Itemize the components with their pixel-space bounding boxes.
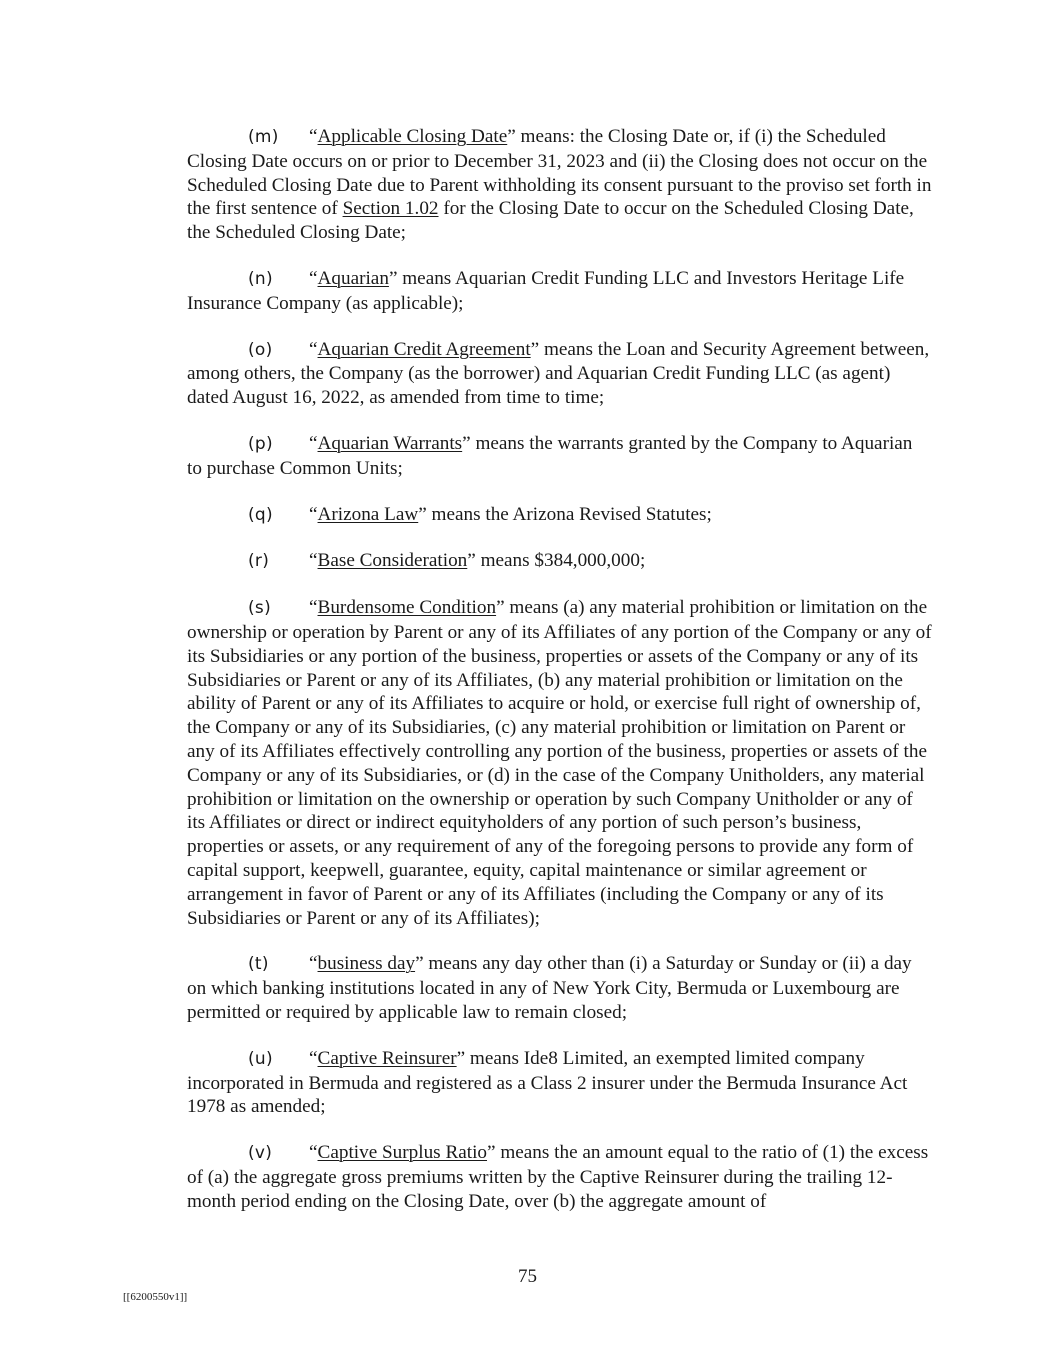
- definition-p: [187, 432, 932, 481]
- definition-t: [187, 952, 932, 1024]
- definition-marker: (n): [248, 268, 273, 289]
- defined-term: Captive Reinsurer: [317, 1047, 457, 1069]
- open-quote: “: [309, 267, 318, 289]
- open-quote: “: [309, 338, 318, 360]
- definition-body: ” means the warrants granted by the Company to Aquarian to purchase Common Units;: [187, 432, 913, 479]
- definition-body: ” means any day other than (i) a Saturday or Sunday or (ii) a day on which banking institutions located in any of New York City, Bermuda or Luxembourg are permitted or required by applicable law to remain closed;: [187, 953, 912, 1023]
- open-quote: “: [309, 953, 318, 975]
- definition-marker: (q): [248, 504, 273, 525]
- definition-body: ” means: the Closing Date or, if (i) the Scheduled Closing Date occurs on or prior to December 31, 2023 and (ii) the Closing does not occur on the Scheduled Closing Date due to Parent withholding its consent pursuant to the proviso set forth in the first sentence of: [187, 126, 932, 220]
- definition-marker: (r): [248, 551, 270, 572]
- defined-term: Captive Surplus Ratio: [317, 1142, 488, 1164]
- definition-body: ” means the Loan and Security Agreement between, among others, the Company (as the borrower) and Aquarian Credit Funding LLC (as agent) dated August 16, 2022, as amended from time to time;: [187, 338, 930, 409]
- definition-body: ” means $384,000,000;: [467, 550, 646, 572]
- open-quote: “: [309, 550, 318, 572]
- defined-term: business day: [317, 953, 416, 975]
- open-quote: “: [309, 1047, 318, 1069]
- definition-body: ” means Aquarian Credit Funding LLC and Investors Heritage Life Insurance Company (as applicable);: [187, 267, 905, 314]
- open-quote: “: [309, 597, 318, 619]
- defined-term: Burdensome Condition: [317, 597, 497, 619]
- document-id: [[6200550v1]]: [123, 1291, 188, 1303]
- definition-m: [187, 125, 932, 245]
- definition-marker: (s): [248, 598, 272, 619]
- defined-term: Aquarian Warrants: [317, 432, 463, 454]
- definition-q: [187, 503, 932, 528]
- definition-body: for the Closing Date to occur on the Scheduled Closing Date, the Scheduled Closing Date;: [187, 198, 914, 244]
- definition-marker: (o): [248, 339, 273, 360]
- definition-n: [187, 267, 932, 316]
- definition-u: [187, 1047, 932, 1119]
- definition-s: [187, 596, 932, 930]
- defined-term: Arizona Law: [317, 503, 419, 525]
- definition-body: ” means the Arizona Revised Statutes;: [418, 503, 712, 525]
- document-page: [187, 125, 932, 1235]
- definition-marker: (p): [248, 433, 273, 454]
- definition-v: [187, 1141, 932, 1213]
- section-cross-reference: Section 1.02: [342, 198, 439, 220]
- open-quote: “: [309, 126, 318, 147]
- definition-body: ” means Ide8 Limited, an exempted limited company incorporated in Bermuda and registered as a Class 2 insurer under the Bermuda Insurance Act 1978 as amended;: [187, 1047, 908, 1118]
- defined-term: Base Consideration: [317, 550, 468, 572]
- definition-r: [187, 549, 932, 574]
- definition-marker: (v): [248, 1143, 273, 1164]
- definition-body: ” means the an amount equal to the ratio of (1) the excess of (a) the aggregate gross premiums written by the Captive Reinsurer during the trailing 12-month period ending on the Closing Date, over (b) the aggregate amount of: [187, 1142, 929, 1212]
- open-quote: “: [309, 432, 318, 454]
- open-quote: “: [309, 1142, 318, 1164]
- definition-marker: (u): [248, 1048, 273, 1069]
- defined-term: Aquarian: [317, 267, 389, 289]
- definition-o: [187, 338, 932, 410]
- definition-body: ” means (a) any material prohibition or limitation on the ownership or operation by Parent or any of its Affiliates of any portion of the Company or any of its Subsidiaries or any portion of the business, properties or assets of the Company or any of its Subsidiaries or Parent or any of its Affiliates, (b) any material prohibition or limitation on the ability of Parent or any of its Affiliates to acquire or hold, or exercise full right of ownership of, the Company or any of its Subsidiaries, (c) any material prohibition or limitation on Parent or any of its Affiliates effectively controlling any portion of the business, properties or assets of the Company or any of its Subsidiaries, or (d) in the case of the Company Unitholders, any material prohibition or limitation on the ownership or operation by such Company Unitholder or any of its Affiliates or direct or indirect equityholders of any portion of such person’s business, properties or assets, or any requirement of any of the foregoing persons to provide any form of capital support, keepwell, guarantee, equity, capital maintenance or similar agreement or arrangement in favor of Parent or any of its Affiliates (including the Company or any of its Subsidiaries or Parent or any of its Affiliates);: [187, 597, 932, 929]
- defined-term: Applicable Closing Date: [317, 126, 508, 147]
- definition-marker: (m): [248, 127, 279, 147]
- open-quote: “: [309, 503, 318, 525]
- page-number: 75: [518, 1266, 537, 1287]
- defined-term: Aquarian Credit Agreement: [317, 338, 531, 360]
- definition-marker: (t): [248, 954, 269, 975]
